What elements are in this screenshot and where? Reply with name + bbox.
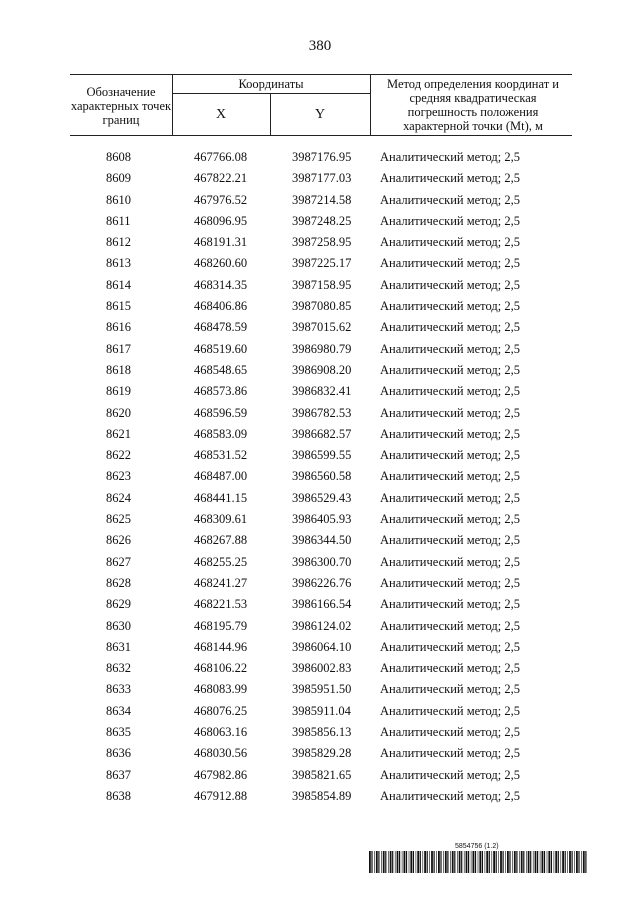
header-divider: [370, 74, 371, 136]
method-cell: Аналитический метод; 2,5: [380, 448, 520, 463]
method-cell: Аналитический метод; 2,5: [380, 639, 520, 654]
point-id-cell: 8613: [106, 256, 131, 271]
table-row: [70, 744, 572, 765]
x-coordinate-cell: 468096.95: [194, 213, 248, 228]
x-coordinate-cell: 467912.88: [194, 788, 248, 803]
table-row: [70, 574, 572, 595]
x-coordinate-cell: 468519.60: [194, 341, 248, 356]
method-cell: Аналитический метод; 2,5: [380, 256, 520, 271]
y-coordinate-cell: 3985821.65: [292, 767, 352, 782]
x-coordinate-cell: 468487.00: [194, 469, 248, 484]
x-coordinate-cell: 468478.59: [194, 320, 248, 335]
page-number: 380: [308, 38, 332, 54]
point-id-cell: 8629: [106, 597, 131, 612]
header-point-label: Обозначение характерных точек границ: [70, 85, 172, 127]
y-coordinate-cell: 3986064.10: [292, 639, 352, 654]
method-cell: Аналитический метод; 2,5: [380, 767, 520, 782]
y-coordinate-cell: 3987258.95: [292, 235, 352, 250]
x-coordinate-cell: 468531.52: [194, 448, 248, 463]
x-coordinate-cell: 468406.86: [194, 299, 248, 314]
point-id-cell: 8612: [106, 235, 131, 250]
table-row: [70, 191, 572, 212]
table-row: [70, 361, 572, 382]
x-coordinate-cell: 468083.99: [194, 682, 248, 697]
point-id-cell: 8615: [106, 299, 131, 314]
point-id-cell: 8631: [106, 639, 131, 654]
method-cell: Аналитический метод; 2,5: [380, 171, 520, 186]
method-cell: Аналитический метод; 2,5: [380, 725, 520, 740]
x-coordinate-cell: 468573.86: [194, 384, 248, 399]
point-id-cell: 8609: [106, 171, 131, 186]
x-coordinate-cell: 468267.88: [194, 533, 248, 548]
point-id-cell: 8619: [106, 384, 131, 399]
header-coords-label: Координаты: [238, 77, 304, 91]
table-row: [70, 404, 572, 425]
method-cell: Аналитический метод; 2,5: [380, 150, 520, 164]
table-row: [70, 233, 572, 254]
y-coordinate-cell: 3986832.41: [292, 384, 352, 399]
x-coordinate-cell: 467766.08: [194, 150, 248, 164]
x-coordinate-cell: 468309.61: [194, 512, 248, 527]
y-coordinate-cell: 3987214.58: [292, 192, 352, 207]
x-coordinate-cell: 468144.96: [194, 639, 248, 654]
point-id-cell: 8614: [106, 277, 131, 292]
table-row: [70, 787, 572, 808]
point-id-cell: 8630: [106, 618, 131, 633]
header-x-label: X: [215, 106, 227, 122]
x-coordinate-cell: 468314.35: [194, 277, 248, 292]
method-cell: Аналитический метод; 2,5: [380, 299, 520, 314]
method-cell: Аналитический метод; 2,5: [380, 682, 520, 697]
table-row: [70, 254, 572, 275]
x-coordinate-cell: 468221.53: [194, 597, 248, 612]
method-cell: Аналитический метод; 2,5: [380, 362, 520, 377]
x-coordinate-cell: 468260.60: [194, 256, 248, 271]
point-id-cell: 8628: [106, 575, 131, 590]
method-cell: Аналитический метод; 2,5: [380, 490, 520, 505]
table-row: [70, 553, 572, 574]
x-coordinate-cell: 467982.86: [194, 767, 248, 782]
table-row: [70, 702, 572, 723]
method-cell: Аналитический метод; 2,5: [380, 618, 520, 633]
table-row: [70, 467, 572, 488]
method-cell: Аналитический метод; 2,5: [380, 405, 520, 420]
table-row: [70, 340, 572, 361]
header-bottom-rule: [70, 135, 572, 136]
x-coordinate-cell: 468076.25: [194, 703, 248, 718]
table-row: [70, 212, 572, 233]
point-id-cell: 8627: [106, 554, 131, 569]
point-id-cell: 8617: [106, 341, 131, 356]
method-cell: Аналитический метод; 2,5: [380, 554, 520, 569]
method-cell: Аналитический метод; 2,5: [380, 341, 520, 356]
table-row: [70, 148, 572, 169]
x-coordinate-cell: 467976.52: [194, 192, 248, 207]
y-coordinate-cell: 3986529.43: [292, 490, 352, 505]
point-id-cell: 8616: [106, 320, 131, 335]
barcode: [369, 851, 587, 873]
y-coordinate-cell: 3986599.55: [292, 448, 352, 463]
x-coordinate-cell: 468548.65: [194, 362, 248, 377]
method-cell: Аналитический метод; 2,5: [380, 469, 520, 484]
method-cell: Аналитический метод; 2,5: [380, 235, 520, 250]
header-method-label: Метод определения координат и средняя квадратическая погрешность положения характерной точки (Mt), м: [387, 77, 559, 133]
table-row: [70, 680, 572, 701]
y-coordinate-cell: 3985854.89: [292, 788, 352, 803]
point-id-cell: 8638: [106, 788, 131, 803]
point-id-cell: 8633: [106, 682, 131, 697]
method-cell: Аналитический метод; 2,5: [380, 703, 520, 718]
document-code: 5854756 (1.2): [455, 843, 499, 850]
y-coordinate-cell: 3987176.95: [292, 150, 352, 164]
point-id-cell: 8635: [106, 725, 131, 740]
y-coordinate-cell: 3986226.76: [292, 575, 352, 590]
table-row: [70, 382, 572, 403]
y-coordinate-cell: 3987177.03: [292, 171, 352, 186]
y-coordinate-cell: 3986980.79: [292, 341, 352, 356]
table-row: [70, 489, 572, 510]
y-coordinate-cell: 3987248.25: [292, 213, 352, 228]
table-row: [70, 169, 572, 190]
point-id-cell: 8623: [106, 469, 131, 484]
y-coordinate-cell: 3987015.62: [292, 320, 352, 335]
table-row: [70, 318, 572, 339]
y-coordinate-cell: 3986344.50: [292, 533, 352, 548]
table-row: [70, 659, 572, 680]
y-coordinate-cell: 3986560.58: [292, 469, 352, 484]
point-id-cell: 8618: [106, 362, 131, 377]
method-cell: Аналитический метод; 2,5: [380, 426, 520, 441]
table-row: [70, 297, 572, 318]
method-cell: Аналитический метод; 2,5: [380, 661, 520, 676]
table-row: [70, 595, 572, 616]
y-coordinate-cell: 3985829.28: [292, 746, 352, 761]
y-coordinate-cell: 3985856.13: [292, 725, 352, 740]
table-body: [70, 148, 572, 808]
y-coordinate-cell: 3986300.70: [292, 554, 352, 569]
point-id-cell: 8637: [106, 767, 131, 782]
x-coordinate-cell: 468583.09: [194, 426, 248, 441]
x-coordinate-cell: 468241.27: [194, 575, 248, 590]
point-id-cell: 8610: [106, 192, 131, 207]
method-cell: Аналитический метод; 2,5: [380, 277, 520, 292]
method-cell: Аналитический метод; 2,5: [380, 320, 520, 335]
x-coordinate-cell: 468063.16: [194, 725, 248, 740]
y-coordinate-cell: 3986682.57: [292, 426, 352, 441]
header-y-label: Y: [314, 106, 326, 122]
table-header: [70, 74, 572, 136]
table-row: [70, 617, 572, 638]
point-id-cell: 8611: [106, 213, 131, 228]
y-coordinate-cell: 3986166.54: [292, 597, 352, 612]
table-row: [70, 446, 572, 467]
x-coordinate-cell: 467822.21: [194, 171, 248, 186]
method-cell: Аналитический метод; 2,5: [380, 788, 520, 803]
point-id-cell: 8636: [106, 746, 131, 761]
y-coordinate-cell: 3986405.93: [292, 512, 352, 527]
y-coordinate-cell: 3987158.95: [292, 277, 352, 292]
point-id-cell: 8622: [106, 448, 131, 463]
point-id-cell: 8632: [106, 661, 131, 676]
point-id-cell: 8621: [106, 426, 131, 441]
x-coordinate-cell: 468596.59: [194, 405, 248, 420]
method-cell: Аналитический метод; 2,5: [380, 746, 520, 761]
y-coordinate-cell: 3986002.83: [292, 661, 352, 676]
method-cell: Аналитический метод; 2,5: [380, 384, 520, 399]
x-coordinate-cell: 468195.79: [194, 618, 248, 633]
point-id-cell: 8624: [106, 490, 131, 505]
x-coordinate-cell: 468191.31: [194, 235, 248, 250]
table-row: [70, 425, 572, 446]
method-cell: Аналитический метод; 2,5: [380, 597, 520, 612]
table-row: [70, 638, 572, 659]
y-coordinate-cell: 3985951.50: [292, 682, 352, 697]
y-coordinate-cell: 3987080.85: [292, 299, 352, 314]
y-coordinate-cell: 3986782.53: [292, 405, 352, 420]
method-cell: Аналитический метод; 2,5: [380, 192, 520, 207]
table-row: [70, 723, 572, 744]
method-cell: Аналитический метод; 2,5: [380, 512, 520, 527]
table-row: [70, 510, 572, 531]
point-id-cell: 8626: [106, 533, 131, 548]
x-coordinate-cell: 468441.15: [194, 490, 248, 505]
point-id-cell: 8620: [106, 405, 131, 420]
x-coordinate-cell: 468030.56: [194, 746, 248, 761]
point-id-cell: 8634: [106, 703, 131, 718]
table-row: [70, 766, 572, 787]
table-row: [70, 531, 572, 552]
point-id-cell: 8625: [106, 512, 131, 527]
x-coordinate-cell: 468106.22: [194, 661, 248, 676]
point-id-cell: 8608: [106, 150, 131, 164]
method-cell: Аналитический метод; 2,5: [380, 575, 520, 590]
y-coordinate-cell: 3986124.02: [292, 618, 352, 633]
y-coordinate-cell: 3985911.04: [292, 703, 351, 718]
method-cell: Аналитический метод; 2,5: [380, 533, 520, 548]
y-coordinate-cell: 3986908.20: [292, 362, 352, 377]
y-coordinate-cell: 3987225.17: [292, 256, 352, 271]
table-row: [70, 276, 572, 297]
x-coordinate-cell: 468255.25: [194, 554, 248, 569]
method-cell: Аналитический метод; 2,5: [380, 213, 520, 228]
